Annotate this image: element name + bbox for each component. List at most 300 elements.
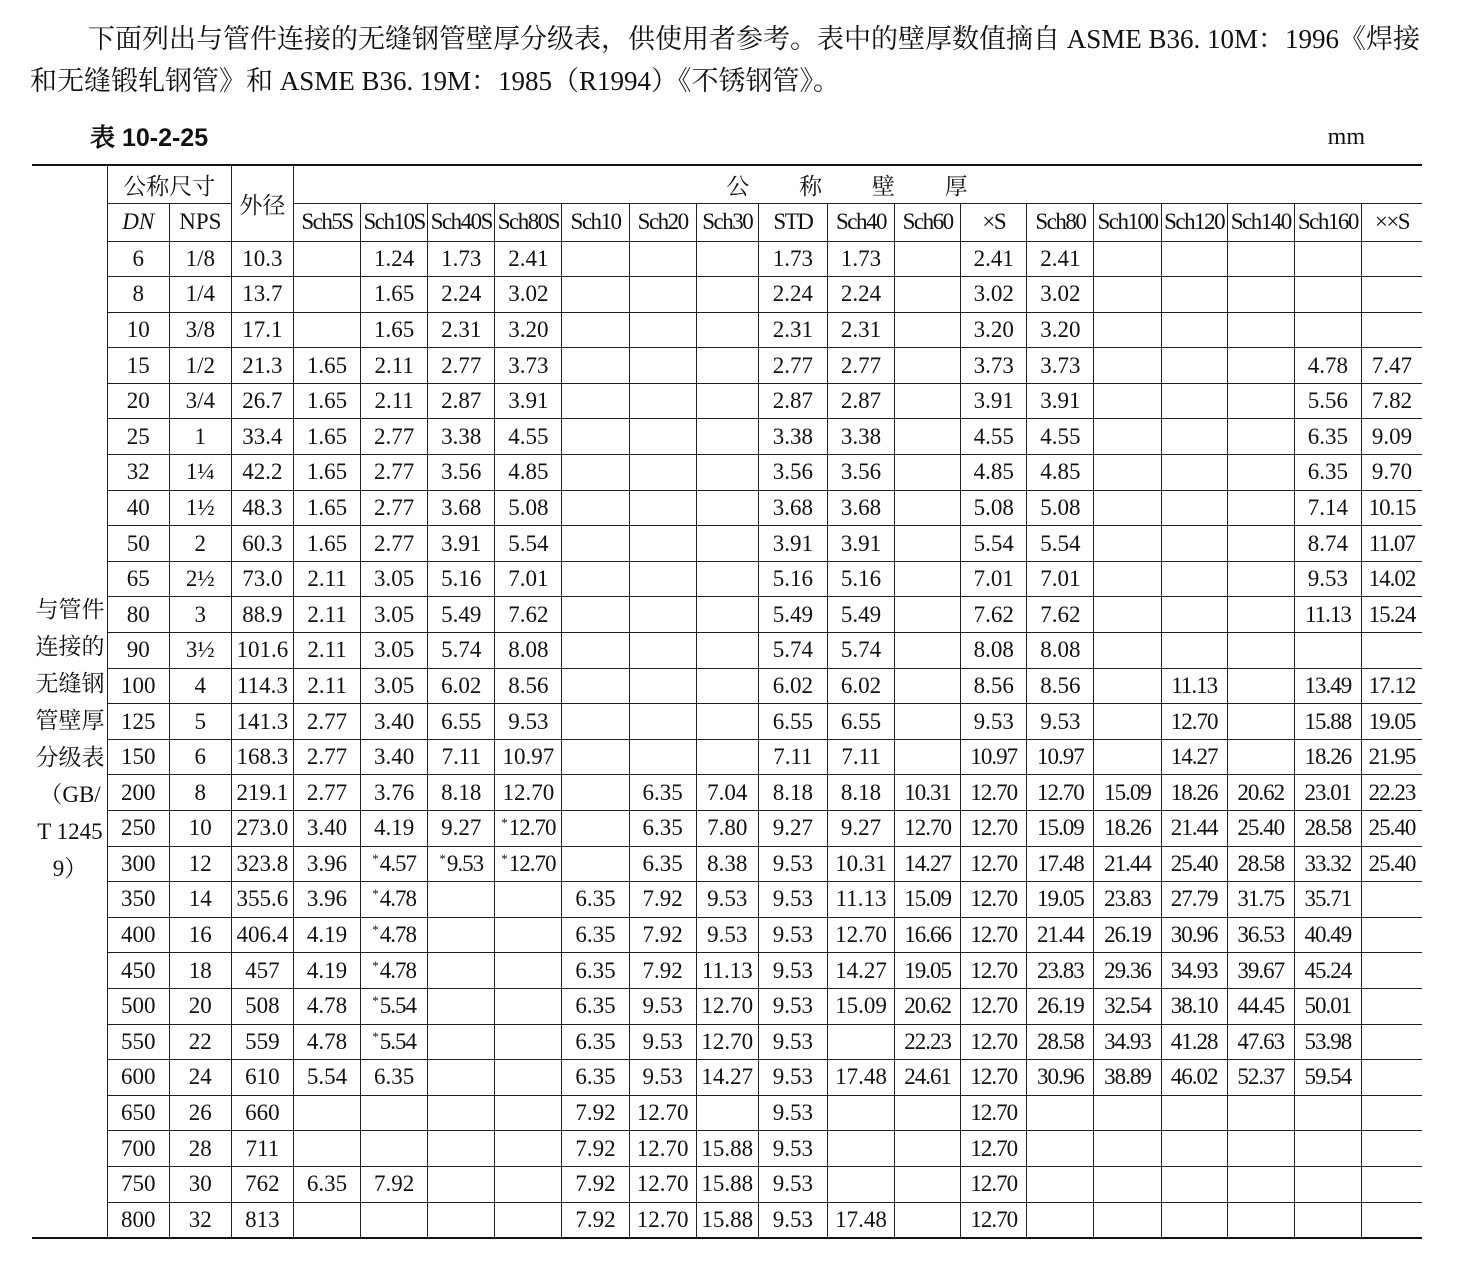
thickness-cell	[1161, 561, 1227, 597]
thickness-cell: 12.70	[961, 953, 1027, 989]
side-label	[32, 241, 107, 1238]
schedule-header: Sch5S	[293, 203, 360, 241]
thickness-cell	[1094, 1166, 1161, 1202]
od-cell: 219.1	[231, 775, 293, 811]
thickness-cell: 28.58	[1027, 1024, 1094, 1060]
thickness-cell: 17.12	[1361, 668, 1422, 704]
thickness-cell: 8.08	[1027, 633, 1094, 669]
thickness-cell: 12.70	[629, 1095, 696, 1131]
asterisk-mark: *	[372, 850, 379, 866]
thickness-cell: 12.70	[961, 1024, 1027, 1060]
table-row	[32, 739, 1422, 775]
nps-cell: 12	[169, 846, 231, 882]
thickness-cell: 12.70	[827, 917, 894, 953]
thickness-cell	[1161, 277, 1227, 313]
thickness-cell	[361, 846, 428, 882]
nps-header: NPS	[169, 203, 231, 241]
od-cell: 660	[231, 1095, 293, 1131]
thickness-cell: 7.62	[1027, 597, 1094, 633]
thickness-cell	[361, 1024, 428, 1060]
thickness-cell: 7.82	[1361, 383, 1422, 419]
thickness-cell: 6.35	[562, 1060, 629, 1096]
thickness-cell: 6.55	[428, 704, 495, 740]
nps-cell: 16	[169, 917, 231, 953]
thickness-cell	[293, 1202, 360, 1238]
thickness-cell: 12.70	[1027, 775, 1094, 811]
thickness-cell	[495, 811, 562, 847]
thickness-cell: 9.53	[758, 1060, 827, 1096]
thickness-cell	[895, 241, 961, 277]
thickness-cell	[1094, 633, 1161, 669]
table-row	[32, 1131, 1422, 1167]
nps-cell: 3	[169, 597, 231, 633]
thickness-value: 4.57	[379, 850, 417, 876]
thickness-cell	[895, 1166, 961, 1202]
thickness-cell: 10.97	[1027, 739, 1094, 775]
thickness-cell: 9.53	[961, 704, 1027, 740]
thickness-cell: 19.05	[1361, 704, 1422, 740]
thickness-cell: 6.35	[629, 775, 696, 811]
thickness-cell: 24.61	[895, 1060, 961, 1096]
thickness-cell	[895, 383, 961, 419]
thickness-cell	[1227, 1131, 1294, 1167]
intro-paragraph: 下面列出与管件连接的无缝钢管壁厚分级表，供使用者参考。表中的壁厚数值摘自 ASME B36. 10M：1996《焊接和无缝锻轧钢管》和 ASME B36. 19M：1985（R1994）《不锈钢管》。	[30, 24, 1421, 96]
thickness-cell	[428, 953, 495, 989]
dn-cell: 15	[107, 348, 169, 384]
thickness-cell: 8.18	[827, 775, 894, 811]
dn-cell: 50	[107, 526, 169, 562]
thickness-cell: 1.65	[293, 455, 360, 491]
thickness-cell: 36.53	[1227, 917, 1294, 953]
thickness-cell	[1227, 739, 1294, 775]
thickness-cell	[293, 312, 360, 348]
outer-diameter-header: 外径	[231, 165, 293, 241]
nps-cell: 20	[169, 988, 231, 1024]
thickness-cell: 2.77	[361, 419, 428, 455]
thickness-cell	[562, 704, 629, 740]
nps-cell: 26	[169, 1095, 231, 1131]
nps-cell: 1/4	[169, 277, 231, 313]
thickness-cell: 6.35	[562, 1024, 629, 1060]
thickness-cell	[293, 1131, 360, 1167]
thickness-cell	[1161, 597, 1227, 633]
thickness-cell: 3.38	[758, 419, 827, 455]
thickness-cell	[629, 668, 696, 704]
thickness-cell	[696, 704, 758, 740]
dn-cell: 32	[107, 455, 169, 491]
nps-cell: 24	[169, 1060, 231, 1096]
thickness-cell	[629, 561, 696, 597]
thickness-cell: 4.85	[1027, 455, 1094, 491]
thickness-cell: 12.70	[961, 1060, 1027, 1096]
table-row	[32, 312, 1422, 348]
thickness-cell: 8.74	[1294, 526, 1361, 562]
od-cell: 13.7	[231, 277, 293, 313]
thickness-cell: 1.73	[758, 241, 827, 277]
od-cell: 88.9	[231, 597, 293, 633]
thickness-cell	[1361, 312, 1422, 348]
thickness-cell: 5.16	[758, 561, 827, 597]
thickness-cell: 2.77	[293, 775, 360, 811]
thickness-cell: 7.92	[562, 1131, 629, 1167]
nps-cell: 30	[169, 1166, 231, 1202]
thickness-cell	[361, 1131, 428, 1167]
thickness-cell: 2.41	[495, 241, 562, 277]
thickness-cell	[895, 668, 961, 704]
thickness-cell: 6.35	[361, 1060, 428, 1096]
thickness-cell	[1094, 561, 1161, 597]
thickness-cell	[1094, 455, 1161, 491]
thickness-cell: 3.40	[361, 739, 428, 775]
od-cell: 457	[231, 953, 293, 989]
thickness-cell: 21.95	[1361, 739, 1422, 775]
table-row	[32, 348, 1422, 384]
thickness-cell	[895, 419, 961, 455]
thickness-cell: 18.26	[1161, 775, 1227, 811]
thickness-cell	[495, 1202, 562, 1238]
thickness-cell: 2.77	[293, 739, 360, 775]
table-row	[32, 775, 1422, 811]
thickness-cell	[1361, 1060, 1422, 1096]
asterisk-mark: *	[501, 850, 508, 866]
thickness-cell: 50.01	[1294, 988, 1361, 1024]
thickness-cell: 12.70	[696, 1024, 758, 1060]
thickness-cell: 2.77	[361, 455, 428, 491]
nps-cell: 3/8	[169, 312, 231, 348]
table-row	[32, 455, 1422, 491]
thickness-cell: 9.53	[629, 1024, 696, 1060]
thickness-cell: 15.88	[696, 1202, 758, 1238]
wall-thickness-table	[32, 164, 1422, 1239]
thickness-value: 12.70	[508, 815, 556, 841]
thickness-cell: 14.27	[696, 1060, 758, 1096]
thickness-cell: 9.53	[696, 917, 758, 953]
od-cell: 141.3	[231, 704, 293, 740]
table-row	[32, 846, 1422, 882]
table-row	[32, 383, 1422, 419]
table-row	[32, 526, 1422, 562]
thickness-cell: 20.62	[1227, 775, 1294, 811]
thickness-cell: 4.78	[1294, 348, 1361, 384]
table-row	[32, 988, 1422, 1024]
od-cell: 10.3	[231, 241, 293, 277]
thickness-cell: 12.70	[961, 1095, 1027, 1131]
thickness-cell: 29.36	[1094, 953, 1161, 989]
thickness-cell	[1161, 348, 1227, 384]
thickness-value: 9.53	[446, 850, 484, 876]
thickness-cell	[562, 846, 629, 882]
thickness-cell: 44.45	[1227, 988, 1294, 1024]
thickness-cell: 7.01	[495, 561, 562, 597]
od-cell: 610	[231, 1060, 293, 1096]
asterisk-mark: *	[372, 993, 379, 1009]
schedule-header: STD	[758, 203, 827, 241]
thickness-cell: 14.27	[827, 953, 894, 989]
thickness-cell: 15.09	[1027, 811, 1094, 847]
schedule-header: Sch80	[1027, 203, 1094, 241]
thickness-cell: 2.87	[428, 383, 495, 419]
thickness-cell: 15.09	[827, 988, 894, 1024]
thickness-cell: 3.20	[495, 312, 562, 348]
thickness-cell	[895, 739, 961, 775]
dn-cell: 550	[107, 1024, 169, 1060]
table-row	[32, 1060, 1422, 1096]
nps-cell: 1¼	[169, 455, 231, 491]
thickness-cell: 9.53	[629, 1060, 696, 1096]
thickness-cell: 16.66	[895, 917, 961, 953]
thickness-cell	[629, 704, 696, 740]
thickness-cell	[1027, 1131, 1094, 1167]
dn-cell: 80	[107, 597, 169, 633]
thickness-cell: 9.27	[428, 811, 495, 847]
schedule-header: Sch10	[562, 203, 629, 241]
table-row	[32, 811, 1422, 847]
od-cell: 406.4	[231, 917, 293, 953]
od-cell: 60.3	[231, 526, 293, 562]
schedule-header: Sch80S	[495, 203, 562, 241]
thickness-cell: 47.63	[1227, 1024, 1294, 1060]
thickness-cell: 45.24	[1294, 953, 1361, 989]
nps-cell: 22	[169, 1024, 231, 1060]
dn-cell: 650	[107, 1095, 169, 1131]
side-header-blank	[32, 165, 107, 241]
thickness-cell: 2.11	[361, 348, 428, 384]
thickness-cell	[696, 668, 758, 704]
asterisk-mark: *	[372, 1028, 379, 1044]
thickness-cell: 26.19	[1094, 917, 1161, 953]
thickness-cell: 3.05	[361, 633, 428, 669]
thickness-cell: 7.80	[696, 811, 758, 847]
thickness-cell	[1094, 668, 1161, 704]
thickness-cell: 8.08	[495, 633, 562, 669]
dn-cell: 65	[107, 561, 169, 597]
thickness-cell	[361, 988, 428, 1024]
thickness-cell: 5.54	[495, 526, 562, 562]
dn-cell: 10	[107, 312, 169, 348]
thickness-cell	[562, 526, 629, 562]
thickness-cell	[428, 1095, 495, 1131]
thickness-cell: 10.97	[961, 739, 1027, 775]
table-row	[32, 704, 1422, 740]
thickness-cell: 9.53	[758, 1095, 827, 1131]
thickness-cell: 22.23	[1361, 775, 1422, 811]
thickness-cell	[1161, 526, 1227, 562]
od-cell: 323.8	[231, 846, 293, 882]
thickness-cell: 8.38	[696, 846, 758, 882]
thickness-cell: 5.54	[293, 1060, 360, 1096]
thickness-cell	[562, 241, 629, 277]
thickness-cell	[827, 1095, 894, 1131]
thickness-cell: 12.70	[696, 988, 758, 1024]
thickness-cell	[696, 455, 758, 491]
thickness-cell: 19.05	[895, 953, 961, 989]
table-row	[32, 419, 1422, 455]
thickness-cell: 2.24	[758, 277, 827, 313]
od-cell: 813	[231, 1202, 293, 1238]
thickness-cell: 3.40	[293, 811, 360, 847]
thickness-cell	[562, 277, 629, 313]
schedule-header: Sch120	[1161, 203, 1227, 241]
thickness-cell	[562, 668, 629, 704]
thickness-cell: 6.02	[428, 668, 495, 704]
thickness-cell	[1027, 1166, 1094, 1202]
thickness-cell: 6.35	[562, 882, 629, 918]
thickness-cell	[1161, 383, 1227, 419]
table-row	[32, 953, 1422, 989]
thickness-cell: 9.53	[758, 917, 827, 953]
thickness-value: 4.78	[379, 957, 417, 983]
thickness-cell	[1294, 241, 1361, 277]
dn-cell: 300	[107, 846, 169, 882]
thickness-cell: 5.74	[758, 633, 827, 669]
thickness-cell	[361, 882, 428, 918]
thickness-cell: 3.02	[495, 277, 562, 313]
thickness-cell: 9.53	[758, 988, 827, 1024]
thickness-cell: 23.83	[1094, 882, 1161, 918]
thickness-cell: 7.62	[961, 597, 1027, 633]
thickness-cell	[895, 455, 961, 491]
thickness-cell: 9.53	[758, 1131, 827, 1167]
thickness-cell: 1.73	[827, 241, 894, 277]
thickness-cell: 9.27	[827, 811, 894, 847]
thickness-cell	[1094, 1202, 1161, 1238]
thickness-cell: 13.49	[1294, 668, 1361, 704]
thickness-cell	[1227, 383, 1294, 419]
dn-cell: 125	[107, 704, 169, 740]
thickness-cell: 2.11	[361, 383, 428, 419]
dn-cell: 700	[107, 1131, 169, 1167]
thickness-cell: 3.20	[961, 312, 1027, 348]
thickness-cell: 4.85	[961, 455, 1027, 491]
thickness-cell	[1227, 1202, 1294, 1238]
dn-cell: 20	[107, 383, 169, 419]
thickness-cell: 2.77	[827, 348, 894, 384]
table-row	[32, 277, 1422, 313]
thickness-cell	[1227, 455, 1294, 491]
thickness-value: 12.70	[508, 850, 556, 876]
thickness-cell: 2.41	[1027, 241, 1094, 277]
asterisk-mark: *	[372, 957, 379, 973]
asterisk-mark: *	[439, 850, 446, 866]
thickness-cell	[1294, 1131, 1361, 1167]
thickness-cell: 2.31	[758, 312, 827, 348]
thickness-cell	[629, 490, 696, 526]
thickness-cell: 25.40	[1161, 846, 1227, 882]
thickness-cell	[1361, 917, 1422, 953]
dn-cell: 200	[107, 775, 169, 811]
thickness-cell	[562, 312, 629, 348]
thickness-cell: 9.09	[1361, 419, 1422, 455]
thickness-cell: 15.88	[696, 1131, 758, 1167]
table-row	[32, 668, 1422, 704]
thickness-cell	[629, 455, 696, 491]
thickness-cell: 12.70	[629, 1202, 696, 1238]
thickness-cell	[696, 277, 758, 313]
thickness-cell: 15.09	[1094, 775, 1161, 811]
dn-header: DN	[107, 203, 169, 241]
thickness-cell: 3.73	[495, 348, 562, 384]
thickness-cell: 14.27	[895, 846, 961, 882]
thickness-cell	[1227, 1166, 1294, 1202]
od-cell: 355.6	[231, 882, 293, 918]
thickness-cell	[696, 241, 758, 277]
thickness-cell: 2.77	[293, 704, 360, 740]
nominal-size-header: 公称尺寸	[107, 165, 231, 203]
thickness-cell: 3.73	[1027, 348, 1094, 384]
thickness-cell	[1094, 312, 1161, 348]
thickness-cell: 12.70	[1161, 704, 1227, 740]
thickness-cell	[1227, 633, 1294, 669]
thickness-cell	[629, 739, 696, 775]
thickness-value: 5.54	[379, 993, 417, 1019]
thickness-cell: 5.54	[1027, 526, 1094, 562]
thickness-cell: 2.24	[827, 277, 894, 313]
thickness-cell	[1161, 419, 1227, 455]
thickness-cell: 3.05	[361, 668, 428, 704]
thickness-cell: 12.70	[961, 882, 1027, 918]
thickness-cell	[629, 348, 696, 384]
od-cell: 17.1	[231, 312, 293, 348]
thickness-cell: 41.28	[1161, 1024, 1227, 1060]
thickness-cell: 9.53	[495, 704, 562, 740]
thickness-cell: 7.92	[629, 953, 696, 989]
thickness-cell	[1094, 1095, 1161, 1131]
thickness-cell: 2.41	[961, 241, 1027, 277]
asterisk-mark: *	[501, 815, 508, 831]
thickness-cell: 1.65	[293, 490, 360, 526]
thickness-cell: 5.08	[961, 490, 1027, 526]
od-cell: 33.4	[231, 419, 293, 455]
thickness-cell: 3.91	[961, 383, 1027, 419]
thickness-cell	[895, 561, 961, 597]
od-cell: 114.3	[231, 668, 293, 704]
thickness-cell: 3.56	[827, 455, 894, 491]
schedule-header: Sch30	[696, 203, 758, 241]
nps-cell: 3/4	[169, 383, 231, 419]
nps-cell: 1	[169, 419, 231, 455]
od-cell: 559	[231, 1024, 293, 1060]
dn-cell: 350	[107, 882, 169, 918]
thickness-cell: 6.35	[562, 953, 629, 989]
thickness-cell: 8.56	[495, 668, 562, 704]
thickness-cell	[562, 775, 629, 811]
thickness-cell: 2.11	[293, 668, 360, 704]
thickness-cell: 5.56	[1294, 383, 1361, 419]
thickness-cell	[1161, 633, 1227, 669]
thickness-cell	[1361, 1024, 1422, 1060]
thickness-cell: 15.88	[1294, 704, 1361, 740]
thickness-cell	[495, 882, 562, 918]
table-row	[32, 1202, 1422, 1238]
asterisk-mark: *	[372, 886, 379, 902]
thickness-cell: 5.54	[961, 526, 1027, 562]
thickness-cell: 6.35	[1294, 455, 1361, 491]
thickness-cell: 4.19	[361, 811, 428, 847]
nps-cell: 28	[169, 1131, 231, 1167]
thickness-cell: 21.44	[1094, 846, 1161, 882]
thickness-cell: 12.70	[961, 1166, 1027, 1202]
table-caption: 表 10-2-25	[90, 124, 209, 152]
thickness-cell	[495, 917, 562, 953]
od-cell: 26.7	[231, 383, 293, 419]
thickness-cell	[1361, 953, 1422, 989]
thickness-cell	[1294, 1166, 1361, 1202]
schedule-header: Sch40S	[428, 203, 495, 241]
thickness-cell: 12.70	[629, 1166, 696, 1202]
thickness-cell	[293, 241, 360, 277]
thickness-cell: 7.92	[562, 1202, 629, 1238]
thickness-cell: 3.68	[827, 490, 894, 526]
